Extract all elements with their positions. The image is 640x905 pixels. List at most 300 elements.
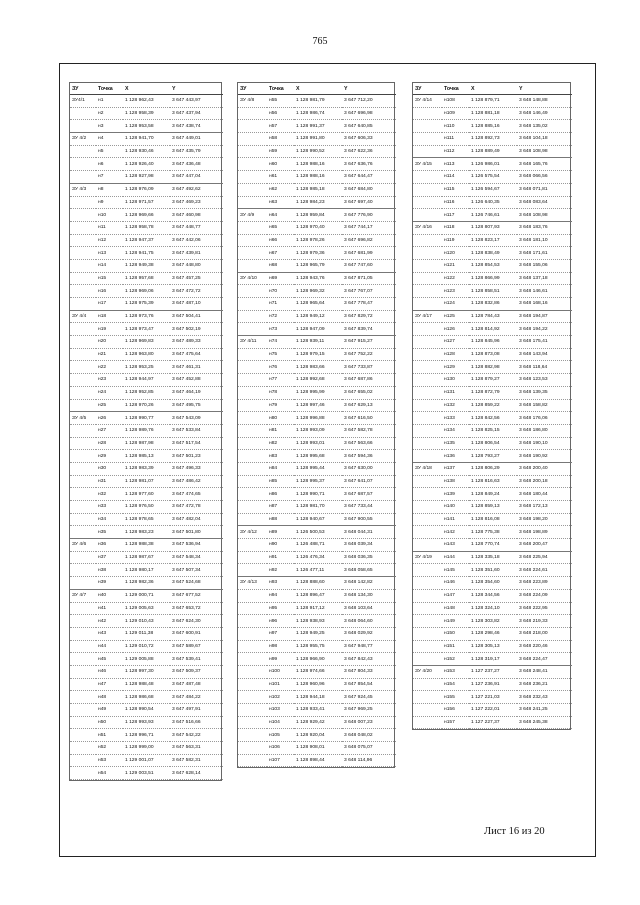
y-cell: 3 647 536,94 [170,539,223,552]
point-cell: н3 [96,120,123,133]
zu-cell [413,374,442,387]
x-cell: 1 128 985,18 [294,183,342,196]
table-row [413,678,572,691]
zu-cell [413,336,442,349]
table-row [238,310,396,323]
zu-cell [70,221,96,234]
point-cell: н83 [267,450,294,463]
y-cell: 3 647 502,19 [170,323,223,336]
y-cell: 3 647 436,48 [170,158,223,171]
point-cell: н93 [267,577,294,590]
table-row [238,399,396,412]
y-cell: 3 648 223,89 [517,577,572,590]
point-cell: н80 [267,412,294,425]
zu-cell [238,627,267,640]
zu-cell [70,729,96,742]
zu-cell [70,526,96,539]
table-row [70,133,223,146]
zu-cell [238,450,267,463]
y-cell: 3 647 442,06 [170,234,223,247]
point-cell: н36 [96,539,123,552]
y-cell: 3 648 172,13 [517,501,572,514]
zu-cell [70,234,96,247]
point-cell: н81 [267,424,294,437]
table-row [70,678,223,691]
point-cell: н89 [267,526,294,539]
header-y: Y [342,83,396,95]
zu-cell [238,653,267,666]
zu-cell [238,171,267,184]
point-cell: н92 [267,564,294,577]
zu-cell [413,272,442,285]
table-row [70,196,223,209]
y-cell: 3 647 752,22 [342,348,396,361]
table-row [238,462,396,475]
y-cell: 3 647 687,57 [342,488,396,501]
point-cell: н97 [267,627,294,640]
point-cell: н105 [267,729,294,742]
table-row [413,234,572,247]
x-cell: 1 128 982,36 [123,577,170,590]
point-cell: н130 [442,374,469,387]
zu-cell [413,716,442,729]
table-row [238,361,396,374]
header-point: Точка [442,83,469,95]
zu-cell: ЗУ 4/7 [70,589,96,602]
point-cell: н134 [442,424,469,437]
y-cell: 3 647 697,40 [342,196,396,209]
table-row [70,488,223,501]
point-cell: н69 [267,272,294,285]
zu-cell [70,259,96,272]
zu-cell: ЗУ 4/19 [413,551,442,564]
point-cell: н131 [442,386,469,399]
point-cell: н29 [96,450,123,463]
point-cell: н22 [96,361,123,374]
table-row [238,627,396,640]
point-cell: н61 [267,171,294,184]
y-cell: 3 648 143,94 [517,348,572,361]
point-cell: н60 [267,158,294,171]
y-cell: 3 647 804,33 [342,665,396,678]
point-cell: н153 [442,665,469,678]
y-cell: 3 648 236,21 [517,678,572,691]
zu-cell [70,145,96,158]
table-row [413,272,572,285]
point-cell: н141 [442,513,469,526]
x-cell: 1 128 823,17 [469,234,517,247]
point-cell: н24 [96,386,123,399]
table-row [413,259,572,272]
table-row [238,247,396,260]
point-cell: н44 [96,640,123,653]
table-row [70,602,223,615]
point-cell: н68 [267,259,294,272]
zu-cell [70,691,96,704]
zu-cell [413,653,442,666]
point-cell: н106 [267,742,294,755]
zu-cell [413,209,442,222]
table-row [238,602,396,615]
x-cell: 1 128 859,13 [469,501,517,514]
table-row [238,133,396,146]
point-cell: н10 [96,209,123,222]
point-cell: н128 [442,348,469,361]
y-cell: 3 647 439,81 [170,247,223,260]
table-row [413,298,572,311]
zu-cell: ЗУ 4/3 [70,183,96,196]
y-cell: 3 647 582,78 [342,424,396,437]
zu-cell [70,501,96,514]
x-cell: 1 128 988,16 [294,158,342,171]
y-cell: 3 648 241,25 [517,704,572,717]
x-cell: 1 128 947,09 [294,323,342,336]
y-cell: 3 648 186,80 [517,424,572,437]
point-cell: н15 [96,272,123,285]
table-row [70,437,223,450]
header-zu: ЗУ [238,83,267,95]
point-cell: н140 [442,501,469,514]
x-cell: 1 128 970,26 [123,399,170,412]
point-cell: н147 [442,589,469,602]
point-cell: н18 [96,310,123,323]
zu-cell: ЗУ 4/13 [238,577,267,590]
zu-cell [413,247,442,260]
y-cell: 3 648 180,44 [517,488,572,501]
point-cell: н38 [96,564,123,577]
x-cell: 1 129 000,71 [123,589,170,602]
zu-cell [238,716,267,729]
zu-cell: ЗУ 4/20 [413,665,442,678]
y-cell: 3 648 103,64 [342,602,396,615]
point-cell: н31 [96,475,123,488]
zu-cell [238,196,267,209]
table-row [238,665,396,678]
table-row [238,158,396,171]
y-cell: 3 647 482,04 [170,513,223,526]
x-cell: 1 128 996,71 [123,729,170,742]
x-cell: 1 128 981,07 [123,475,170,488]
x-cell: 1 128 955,75 [294,640,342,653]
table-row [413,589,572,602]
x-cell: 1 128 927,98 [123,171,170,184]
table-row [413,348,572,361]
point-cell: н101 [267,678,294,691]
zu-cell [70,336,96,349]
point-cell: н135 [442,437,469,450]
table-row [70,247,223,260]
zu-cell [70,399,96,412]
point-cell: н103 [267,704,294,717]
point-cell: н67 [267,247,294,260]
zu-cell [70,298,96,311]
x-cell: 1 128 866,99 [469,272,517,285]
point-cell: н9 [96,196,123,209]
table-row [238,564,396,577]
point-cell: н118 [442,221,469,234]
zu-cell [413,107,442,120]
y-cell: 3 648 218,00 [517,627,572,640]
zu-cell [70,767,96,780]
x-cell: 1 128 784,43 [469,310,517,323]
y-cell: 3 648 075,07 [342,742,396,755]
point-cell: н19 [96,323,123,336]
x-cell: 1 127 227,37 [469,716,517,729]
table-row [238,475,396,488]
table-row [238,171,396,184]
y-cell: 3 647 475,64 [170,348,223,361]
y-cell: 3 648 181,10 [517,234,572,247]
y-cell: 3 648 114,96 [342,754,396,767]
x-cell: 1 126 640,35 [469,196,517,209]
x-cell: 1 129 005,88 [123,653,170,666]
zu-cell [238,513,267,526]
x-cell: 1 128 969,06 [123,285,170,298]
x-cell: 1 128 351,60 [469,564,517,577]
x-cell: 1 128 990,54 [123,704,170,717]
x-cell: 1 128 965,79 [294,259,342,272]
y-cell: 3 647 594,36 [342,450,396,463]
y-cell: 3 647 496,33 [170,462,223,475]
zu-cell [238,158,267,171]
y-cell: 3 647 747,60 [342,259,396,272]
table-row [70,336,223,349]
x-cell: 1 128 993,01 [294,437,342,450]
y-cell: 3 648 108,98 [517,145,572,158]
zu-cell [70,374,96,387]
zu-cell [238,678,267,691]
x-cell: 1 128 344,56 [469,589,517,602]
y-cell: 3 648 224,61 [517,564,572,577]
zu-cell [238,361,267,374]
y-cell: 3 647 871,05 [342,272,396,285]
point-cell: н88 [267,513,294,526]
point-cell: н152 [442,653,469,666]
x-cell: 1 128 825,15 [469,424,517,437]
y-cell: 3 647 900,55 [342,513,396,526]
table-row [413,665,572,678]
y-cell: 3 648 134,30 [342,589,396,602]
table-row [70,107,223,120]
y-cell: 3 647 452,88 [170,374,223,387]
point-cell: н145 [442,564,469,577]
table-row [70,513,223,526]
x-cell: 1 128 978,26 [294,234,342,247]
y-cell: 3 647 492,62 [170,183,223,196]
x-cell: 1 128 775,38 [469,526,517,539]
point-cell: н35 [96,526,123,539]
table-row [238,221,396,234]
y-cell: 3 647 497,91 [170,704,223,717]
x-cell: 1 128 881,18 [469,107,517,120]
x-cell: 1 128 933,41 [294,704,342,717]
table-row [70,767,223,780]
point-cell: н73 [267,323,294,336]
zu-cell [70,361,96,374]
x-cell: 1 128 947,37 [123,234,170,247]
header-y: Y [170,83,223,95]
x-cell: 1 128 966,90 [294,653,342,666]
x-cell: 1 128 980,17 [123,564,170,577]
y-cell: 3 647 563,66 [342,437,396,450]
y-cell: 3 648 146,61 [517,285,572,298]
point-cell: н59 [267,145,294,158]
zu-cell [70,247,96,260]
point-cell: н45 [96,653,123,666]
point-cell: н123 [442,285,469,298]
table-row [413,107,572,120]
x-cell: 1 128 892,73 [469,133,517,146]
y-cell: 3 648 183,76 [517,221,572,234]
point-cell: н133 [442,412,469,425]
x-cell: 1 128 997,30 [123,665,170,678]
header-point: Точка [96,83,123,95]
zu-cell [413,171,442,184]
y-cell: 3 647 438,74 [170,120,223,133]
point-cell: н71 [267,298,294,311]
table-row [413,209,572,222]
y-cell: 3 648 194,87 [517,310,572,323]
y-cell: 3 647 460,98 [170,209,223,222]
y-cell: 3 647 684,80 [342,183,396,196]
point-cell: н4 [96,133,123,146]
x-cell: 1 126 488,71 [294,539,342,552]
x-cell: 1 128 879,71 [469,95,517,108]
point-cell: н90 [267,539,294,552]
table-row [70,742,223,755]
y-cell: 3 647 533,84 [170,424,223,437]
x-cell: 1 128 889,49 [469,145,517,158]
x-cell: 1 129 011,38 [123,627,170,640]
point-cell: н16 [96,285,123,298]
y-cell: 3 647 563,31 [170,742,223,755]
x-cell: 1 128 990,71 [294,488,342,501]
table-row [238,729,396,742]
zu-cell [238,501,267,514]
point-cell: н37 [96,551,123,564]
point-cell: н55 [267,95,294,108]
y-cell: 3 647 539,41 [170,653,223,666]
point-cell: н43 [96,627,123,640]
table-row [70,310,223,323]
y-cell: 3 648 225,94 [517,551,572,564]
table-row [238,577,396,590]
zu-cell [413,704,442,717]
table-row [70,716,223,729]
zu-cell [413,259,442,272]
table-row [413,412,572,425]
y-cell: 3 647 516,66 [170,716,223,729]
point-cell: н62 [267,183,294,196]
x-cell: 1 128 849,24 [469,488,517,501]
zu-cell [70,653,96,666]
x-cell: 1 128 969,66 [123,209,170,222]
x-cell: 1 129 010,72 [123,640,170,653]
y-cell: 3 648 146,49 [517,107,572,120]
x-cell: 1 128 941,70 [123,133,170,146]
table-row [238,551,396,564]
zu-cell [70,196,96,209]
table-row [238,742,396,755]
x-cell: 1 128 999,00 [123,742,170,755]
point-cell: н46 [96,665,123,678]
zu-cell [413,564,442,577]
y-cell: 3 648 190,92 [517,450,572,463]
table-row [413,691,572,704]
y-cell: 3 648 200,18 [517,475,572,488]
header-zu: ЗУ [70,83,96,95]
zu-cell [70,488,96,501]
x-cell: 1 128 963,80 [123,348,170,361]
zu-cell [413,640,442,653]
y-cell: 3 648 118,64 [517,361,572,374]
x-cell: 1 128 885,16 [469,120,517,133]
table-row [70,526,223,539]
x-cell: 1 126 575,54 [469,171,517,184]
table-row [70,653,223,666]
table-row [238,589,396,602]
y-cell: 3 648 165,76 [517,158,572,171]
table-row [70,729,223,742]
x-cell: 1 129 003,51 [123,767,170,780]
zu-cell [70,602,96,615]
zu-cell [238,399,267,412]
table-row [413,399,572,412]
table-row [413,526,572,539]
x-cell: 1 128 944,18 [294,691,342,704]
x-cell: 1 128 987,98 [123,437,170,450]
table-row [70,285,223,298]
y-cell: 3 648 232,43 [517,691,572,704]
y-cell: 3 648 175,41 [517,336,572,349]
y-cell: 3 647 461,31 [170,361,223,374]
table-row [413,145,572,158]
zu-cell [238,183,267,196]
point-cell: н129 [442,361,469,374]
x-cell: 1 128 990,52 [294,145,342,158]
x-cell: 1 128 984,23 [294,196,342,209]
table-row [413,437,572,450]
zu-cell [238,298,267,311]
table-row [70,234,223,247]
x-cell: 1 128 959,84 [294,209,342,222]
point-cell: н74 [267,336,294,349]
point-cell: н34 [96,513,123,526]
x-cell: 1 128 845,96 [469,336,517,349]
table-row [238,704,396,717]
y-cell: 3 647 589,67 [170,640,223,653]
zu-cell: ЗУ 4/4 [70,310,96,323]
zu-cell [70,437,96,450]
y-cell: 3 647 842,43 [342,653,396,666]
zu-cell [70,285,96,298]
zu-cell [413,399,442,412]
zu-cell [413,196,442,209]
point-cell: н11 [96,221,123,234]
x-cell: 1 128 976,09 [123,183,170,196]
y-cell: 3 647 509,37 [170,665,223,678]
x-cell: 1 129 001,07 [123,754,170,767]
y-cell: 3 648 029,92 [342,627,396,640]
point-cell: н150 [442,627,469,640]
zu-cell [70,742,96,755]
zu-cell [70,615,96,628]
table-row [413,564,572,577]
y-cell: 3 648 039,34 [342,539,396,552]
zu-cell: ЗУ 4/10 [238,272,267,285]
x-cell: 1 128 882,98 [469,361,517,374]
table-row [238,412,396,425]
